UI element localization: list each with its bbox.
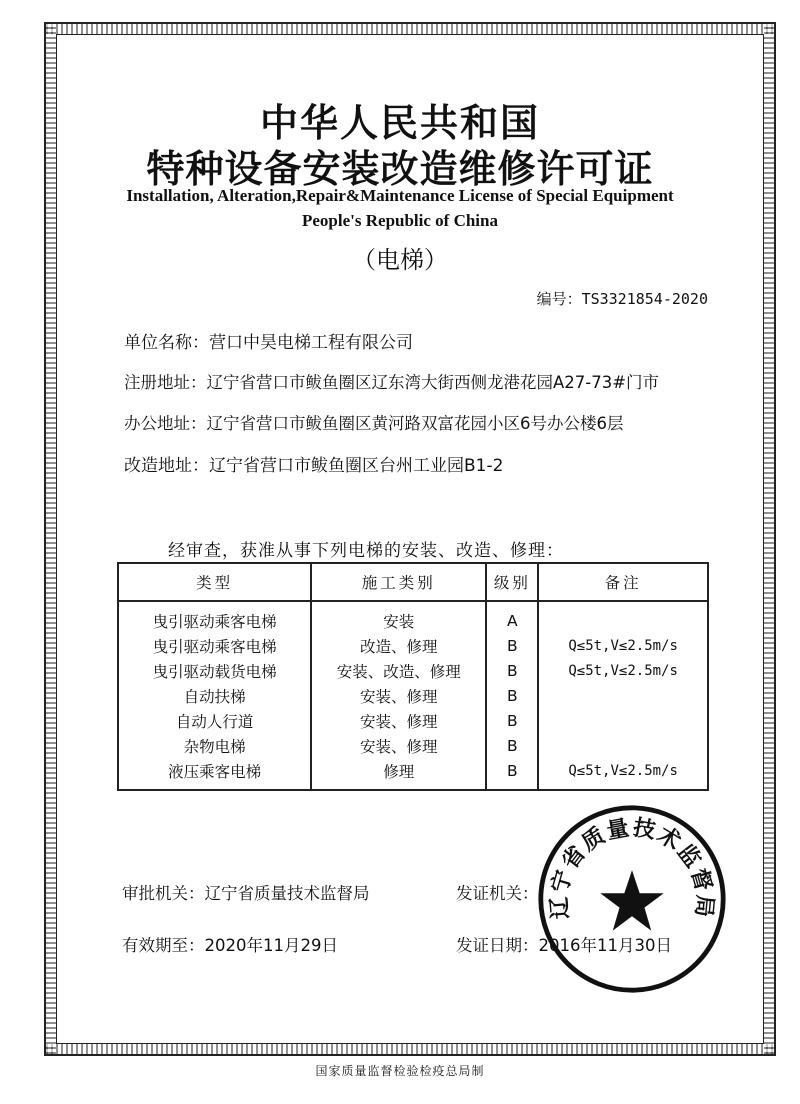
header-remarks: 备注: [538, 563, 708, 601]
cell-remarks: Q≤5t,V≤2.5m/s: [538, 758, 708, 790]
office-address-value: 辽宁省营口市鲅鱼圈区黄河路双富花园小区6号办公楼6层: [206, 414, 624, 433]
cell-work-category: 安装、修理: [311, 683, 486, 708]
cell-remarks: [538, 708, 708, 733]
cell-remarks: Q≤5t,V≤2.5m/s: [538, 633, 708, 658]
approval-intro: 经审查，获准从事下列电梯的安装、改造、修理：: [168, 541, 564, 561]
title-country: 中华人民共和国: [259, 101, 540, 145]
company-name-line: [124, 328, 413, 353]
title-english-line1: Installation, Alteration,Repair&Maintenance License of Special Equipment: [126, 186, 674, 205]
cell-grade: B: [486, 658, 538, 683]
approval-authority-value: 辽宁省质量技术监督局: [204, 884, 370, 903]
cell-type: 自动人行道: [118, 708, 311, 733]
subtitle-elevator: （电梯）: [352, 246, 448, 274]
table-row: [118, 733, 708, 758]
printed-by-note: 国家质量监督检验检疫总局制: [315, 1064, 485, 1078]
office-address-line: [124, 410, 624, 434]
cell-type: 液压乘客电梯: [118, 758, 311, 790]
table-header-row: [118, 563, 708, 601]
cell-type: 自动扶梯: [118, 683, 311, 708]
issue-date-label: 发证日期：: [456, 936, 539, 955]
cell-grade: B: [486, 683, 538, 708]
table-row: [118, 633, 708, 658]
cell-work-category: 安装、改造、修理: [311, 658, 486, 683]
approval-authority-line: [122, 880, 370, 904]
title-license: 特种设备安装改造维修许可证: [146, 147, 654, 191]
cell-remarks: [538, 683, 708, 708]
valid-until-line: [122, 932, 338, 956]
alteration-address-line: [124, 451, 503, 476]
registered-address-line: [124, 369, 659, 393]
cell-work-category: 改造、修理: [311, 633, 486, 658]
cell-grade: B: [486, 708, 538, 733]
table-row: [118, 601, 708, 633]
cell-remarks: Q≤5t,V≤2.5m/s: [538, 658, 708, 683]
cell-grade: B: [486, 633, 538, 658]
title-english-line2: People's Republic of China: [302, 211, 498, 230]
header-work-category: 施工类别: [311, 563, 486, 601]
cell-remarks: [538, 733, 708, 758]
cell-grade: A: [486, 601, 538, 633]
header-type: 类型: [118, 563, 311, 601]
cell-type: 曳引驱动乘客电梯: [118, 633, 311, 658]
cell-type: 杂物电梯: [118, 733, 311, 758]
office-address-label: 办公地址：: [124, 414, 207, 433]
registered-address-label: 注册地址：: [124, 373, 207, 392]
cell-work-category: 安装、修理: [311, 708, 486, 733]
license-scope-table: [117, 562, 709, 791]
approval-authority-label: 审批机关：: [122, 884, 205, 903]
alteration-address-value: 辽宁省营口市鲅鱼圈区台州工业园B1-2: [209, 456, 504, 476]
cell-grade: B: [486, 758, 538, 790]
table-row: [118, 683, 708, 708]
decorative-border-top: [46, 24, 774, 34]
official-seal: [536, 803, 728, 995]
cell-type: 曳引驱动载货电梯: [118, 658, 311, 683]
cell-work-category: 安装、修理: [311, 733, 486, 758]
alteration-address-label: 改造地址：: [124, 456, 209, 476]
cell-work-category: 安装: [311, 601, 486, 633]
registered-address-value: 辽宁省营口市鲅鱼圈区辽东湾大街西侧龙港花园A27-73#门市: [206, 373, 660, 392]
license-number: 编号：TS3321854-2020: [536, 290, 708, 308]
cell-remarks: [538, 601, 708, 633]
company-name-value: 营口中昊电梯工程有限公司: [209, 333, 413, 353]
header-grade: 级别: [486, 563, 538, 601]
valid-until-label: 有效期至：: [122, 936, 205, 955]
table-row: [118, 758, 708, 790]
company-name-label: 单位名称：: [124, 333, 209, 353]
seal-text: 辽宁省质量技术监督局: [546, 815, 718, 921]
issue-date-value: 2016年11月30日: [538, 936, 672, 955]
valid-until-value: 2020年11月29日: [204, 936, 338, 955]
issuing-authority-line: [456, 880, 539, 904]
star-icon: [600, 870, 663, 930]
table-row: [118, 708, 708, 733]
decorative-border-bottom: [46, 1044, 774, 1054]
issuing-authority-label: 发证机关：: [456, 884, 539, 903]
table-row: [118, 658, 708, 683]
cell-grade: B: [486, 733, 538, 758]
cell-type: 曳引驱动乘客电梯: [118, 601, 311, 633]
cell-work-category: 修理: [311, 758, 486, 790]
